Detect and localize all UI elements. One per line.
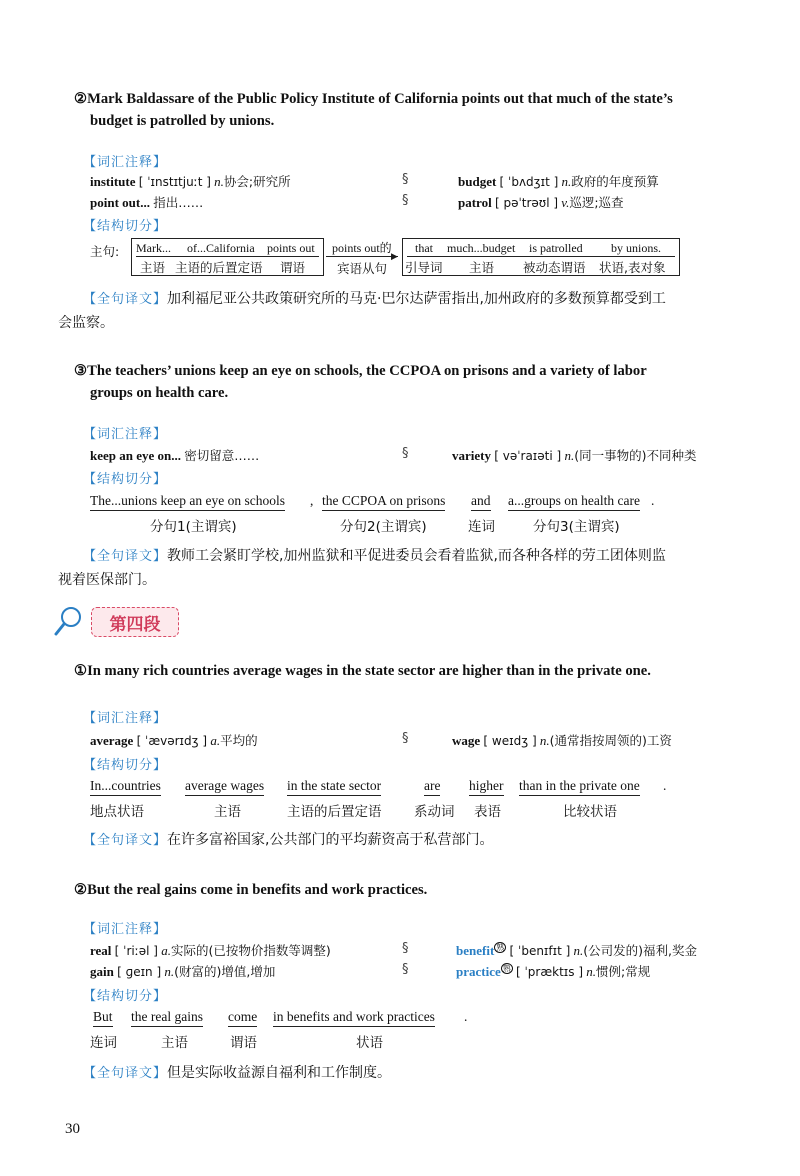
structure-segment: higher: [469, 778, 504, 796]
vocab-meaning: (同一事物的)不同种类: [574, 448, 697, 463]
sentence-text: The teachers’ unions keep an eye on schools, the CCPOA on prisons and a variety of labor: [87, 363, 647, 379]
structure-segment: a...groups on health care: [508, 493, 640, 511]
structure-label: 分句3(主谓宾): [533, 519, 620, 535]
vocab-pron: [ weɪdʒ ]: [483, 734, 537, 748]
structure-label: 状语: [356, 1035, 383, 1051]
vocab-pos: n.: [164, 964, 175, 979]
sentence-number: ①: [74, 663, 88, 679]
vocab-pron: [ pəˈtrəʊl ]: [494, 196, 559, 210]
vocab-tag: 【词汇注释】: [83, 922, 168, 937]
vocab-pos: n.: [539, 733, 550, 748]
translation-tag: 【全句译文】: [83, 549, 168, 564]
translation-line-1: [83, 828, 493, 853]
vocab-meaning: 巡逻;巡查: [569, 195, 624, 210]
segment: of...California: [187, 241, 255, 255]
vocab-word: benefit: [456, 943, 495, 958]
structure-label: 系动词: [414, 804, 455, 820]
structure-label: 连词: [90, 1035, 117, 1051]
vocab-entry-benefit: [456, 941, 697, 959]
translation-text: 教师工会紧盯学校,加州监狱和平促进委员会看着监狱,而各种各样的劳工团体则监: [167, 548, 666, 564]
arrow-right-icon: ▶: [391, 252, 398, 262]
vocab-word: patrol: [458, 195, 492, 210]
arrow-line: [326, 256, 398, 257]
vocab-word: keep an eye on...: [90, 448, 181, 463]
structure-label: 主语: [214, 804, 241, 820]
segment: points out: [267, 241, 315, 255]
page-number: 30: [65, 1121, 80, 1137]
vocab-entry-wage: [452, 731, 672, 749]
structure-label: 主语: [161, 1035, 188, 1051]
segment-label: 主语: [140, 260, 166, 275]
structure-punct: .: [651, 493, 655, 508]
section-title: 第四段: [109, 615, 161, 635]
vocab-meaning: 实际的(已按物价指数等调整): [171, 943, 331, 958]
underline: [136, 256, 319, 257]
vocab-meaning: 密切留意……: [184, 448, 260, 463]
object-clause-note: points out的: [332, 241, 392, 255]
vocab-meaning: 平均的: [220, 733, 258, 748]
sentence-text: But the real gains come in benefits and work practices.: [87, 882, 428, 898]
structure-segment: are: [424, 778, 440, 796]
segment: by unions.: [611, 241, 662, 255]
translation-tag: 【全句译文】: [83, 833, 168, 848]
segment: that: [415, 241, 433, 255]
structure-label: 连词: [468, 519, 495, 535]
vocab-pos: a.: [210, 733, 221, 748]
section-badge: [91, 607, 179, 637]
segment: much...budget: [447, 241, 516, 255]
segment-label: 引导词: [405, 260, 443, 275]
structure-punct: ,: [310, 493, 314, 508]
segment-label: 状语,表对象: [599, 260, 666, 275]
vocab-word: wage: [452, 733, 481, 748]
vocab-pron: [ vəˈraɪəti ]: [494, 449, 562, 463]
translation-line-1: [83, 544, 666, 569]
segment-label: 主语的后置定语: [175, 260, 263, 275]
structure-label: 谓语: [230, 1035, 257, 1051]
vocab-pron: [ ˈævərɪdʒ ]: [136, 734, 208, 748]
vocab-entry-point-out: [90, 193, 203, 211]
structure-punct: .: [464, 1009, 468, 1024]
structure-segment: come: [228, 1009, 257, 1027]
translation-line-1: [83, 1061, 391, 1086]
sentence-2-line-1: [74, 88, 673, 110]
separator-icon: §: [402, 731, 409, 746]
familiar-word-badge: 熟: [502, 963, 511, 973]
vocab-pos: a.: [161, 943, 171, 958]
vocab-entry-budget: [458, 172, 659, 190]
vocab-tag: 【词汇注释】: [83, 155, 168, 170]
vocab-pos: v.: [561, 195, 570, 210]
translation-tag: 【全句译文】: [83, 292, 168, 307]
structure-tag: 【结构切分】: [83, 219, 168, 234]
sentence-number: ②: [74, 91, 88, 107]
vocab-meaning: 指出……: [153, 195, 204, 210]
familiar-word-badge: 熟: [496, 942, 505, 952]
object-clause-label: 宾语从句: [337, 261, 388, 276]
vocab-entry-variety: [452, 446, 696, 464]
vocab-pos: n.: [561, 174, 572, 189]
structure-segment: average wages: [185, 778, 264, 796]
vocab-entry-patrol: [458, 193, 624, 211]
structure-segment: the CCPOA on prisons: [322, 493, 445, 511]
vocab-entry-keep-an-eye-on: [90, 446, 259, 464]
structure-label: 分句2(主谓宾): [340, 519, 427, 535]
vocab-meaning: (通常指按周领的)工资: [549, 733, 672, 748]
segment: is patrolled: [529, 241, 583, 255]
sentence-2-line-2: budget is patrolled by unions.: [90, 113, 275, 129]
vocab-word: institute: [90, 174, 136, 189]
structure-tag: 【结构切分】: [83, 989, 168, 1004]
vocab-word: average: [90, 733, 134, 748]
structure-tag: 【结构切分】: [83, 758, 168, 773]
vocab-pron: [ ˈpræktɪs ]: [516, 965, 584, 979]
structure-segment: in benefits and work practices: [273, 1009, 435, 1027]
vocab-entry-real: [90, 941, 331, 959]
vocab-pos: n.: [586, 964, 597, 979]
translation-tag: 【全句译文】: [83, 1066, 168, 1081]
magnifier-icon: [53, 604, 83, 638]
vocab-pos: n.: [214, 174, 224, 189]
translation-text: 在许多富裕国家,公共部门的平均薪资高于私营部门。: [167, 832, 494, 848]
vocab-pron: [ ˈbʌdʒɪt ]: [499, 175, 559, 189]
vocab-entry-institute: [90, 172, 291, 190]
vocab-pron: [ ˈbenɪfɪt ]: [509, 944, 571, 958]
structure-label: 表语: [474, 804, 501, 820]
structure-segment: In...countries: [90, 778, 161, 796]
sentence-text: In many rich countries average wages in the state sector are higher than in the private one.: [87, 663, 651, 679]
segment-label: 谓语: [280, 260, 306, 275]
vocab-entry-average: [90, 731, 258, 749]
translation-text: 加利福尼亚公共政策研究所的马克·巴尔达萨雷指出,加州政府的多数预算都受到工: [167, 291, 666, 307]
sentence-number: ②: [74, 882, 88, 898]
structure-label: 主语的后置定语: [287, 804, 382, 820]
vocab-meaning: 惯例;常规: [596, 964, 651, 979]
vocab-meaning: (财富的)增值,增加: [174, 964, 276, 979]
structure-segment: in the state sector: [287, 778, 381, 796]
vocab-word: practice: [456, 964, 501, 979]
structure-segment: The...unions keep an eye on schools: [90, 493, 285, 511]
separator-icon: §: [402, 193, 409, 208]
vocab-pron: [ ˈriːəl ]: [114, 944, 158, 958]
vocab-word: real: [90, 943, 112, 958]
vocab-meaning: 协会;研究所: [223, 174, 291, 189]
segment: Mark...: [136, 241, 171, 255]
sentence-number: ③: [74, 363, 88, 379]
separator-icon: §: [402, 446, 409, 461]
segment-label: 被动态谓语: [523, 260, 586, 275]
translation-line-1: [83, 287, 666, 312]
structure-punct: .: [663, 778, 667, 793]
vocab-meaning: (公司发的)福利,奖金: [583, 943, 698, 958]
sentence-3-line-2: groups on health care.: [90, 385, 229, 401]
structure-label: 地点状语: [90, 804, 144, 820]
vocab-word: point out...: [90, 195, 150, 210]
sentence-4-2: [74, 879, 427, 901]
sentence-text: Mark Baldassare of the Public Policy Institute of California points out that much of the state’s: [87, 91, 673, 107]
vocab-pron: [ ɡeɪn ]: [117, 965, 162, 979]
vocab-entry-practice: [456, 962, 650, 980]
translation-text: 但是实际收益源自福利和工作制度。: [167, 1065, 392, 1081]
structure-segment: the real gains: [131, 1009, 203, 1027]
vocab-pos: n.: [564, 448, 575, 463]
vocab-tag: 【词汇注释】: [83, 427, 168, 442]
vocab-word: gain: [90, 964, 114, 979]
separator-icon: §: [402, 172, 409, 187]
sentence-3-line-1: [74, 360, 647, 382]
structure-segment: But: [93, 1009, 113, 1027]
vocab-tag: 【词汇注释】: [83, 711, 168, 726]
translation-line-2: 会监察。: [58, 315, 114, 331]
separator-icon: §: [402, 941, 409, 956]
translation-line-2: 视着医保部门。: [58, 572, 156, 588]
sentence-4-1: [74, 660, 651, 682]
main-clause-label: 主句:: [90, 244, 120, 259]
segment-label: 主语: [469, 260, 495, 275]
vocab-pos: n.: [573, 943, 584, 958]
structure-tag: 【结构切分】: [83, 472, 168, 487]
structure-segment: and: [471, 493, 491, 511]
separator-icon: §: [402, 962, 409, 977]
structure-segment: than in the private one: [519, 778, 640, 796]
structure-label: 分句1(主谓宾): [150, 519, 237, 535]
structure-label: 比较状语: [563, 804, 617, 820]
underline: [407, 256, 675, 257]
vocab-entry-gain: [90, 962, 275, 980]
vocab-pron: [ ˈɪnstɪtjuːt ]: [138, 175, 211, 189]
vocab-word: variety: [452, 448, 491, 463]
object-clause-box: [402, 238, 680, 276]
vocab-word: budget: [458, 174, 497, 189]
main-clause-box: [131, 238, 324, 276]
vocab-meaning: 政府的年度预算: [571, 174, 659, 189]
